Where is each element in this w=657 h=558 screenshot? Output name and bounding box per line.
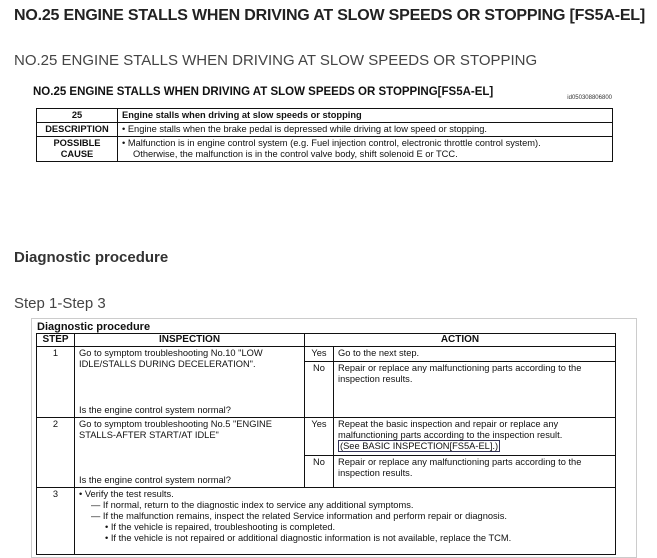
no-action: Repair or replace any malfunctioning parts according to the inspection results.: [334, 456, 616, 488]
step3-line: — If normal, return to the diagnostic index to service any additional symptoms.: [91, 500, 414, 510]
yes-label: Yes: [305, 347, 334, 362]
no-label: No: [305, 362, 334, 418]
table-header: [37, 334, 616, 347]
section-heading: Diagnostic procedure: [14, 249, 169, 266]
header-step: STEP: [37, 334, 75, 347]
inspection-text: Go to symptom troubleshooting No.5 "ENGINE STALLS-AFTER START/AT IDLE": [79, 419, 272, 440]
table-row: [37, 418, 616, 456]
symptom-number: 25: [37, 109, 118, 123]
table-row: [37, 347, 616, 362]
symptom-table: [36, 108, 613, 162]
no-action: Repair or replace any malfunctioning parts according to the inspection results.: [334, 362, 616, 418]
yes-action: Go to the next step.: [334, 347, 616, 362]
description: • Engine stalls when the brake pedal is depressed while driving at low speed or stopping.: [118, 123, 613, 137]
doc-id: id050308806800: [567, 95, 612, 101]
table-row: [37, 109, 613, 123]
inspection-question: Is the engine control system normal?: [79, 405, 231, 415]
page-subtitle: NO.25 ENGINE STALLS WHEN DRIVING AT SLOW SPEEDS OR STOPPING: [14, 52, 538, 69]
description-label: DESCRIPTION: [37, 123, 118, 137]
yes-action: [334, 418, 616, 456]
basic-inspection-link[interactable]: (See BASIC INSPECTION[FS5A-EL].): [340, 441, 499, 451]
header-inspection: INSPECTION: [75, 334, 305, 347]
symptom-name: Engine stalls when driving at slow speeds or stopping: [118, 109, 613, 123]
step3-line: • Verify the test results.: [79, 489, 174, 499]
procedure-heading: Diagnostic procedure: [37, 321, 151, 333]
step3-line: • If the vehicle is not repaired or additional diagnostic information is not available, replace the TCM.: [105, 533, 512, 543]
step3-line: • If the vehicle is repaired, troubleshooting is completed.: [105, 522, 336, 532]
step3-line: — If the malfunction remains, inspect the related Service information and perform repair or diagnosis.: [91, 511, 507, 521]
table-row: [37, 123, 613, 137]
cause-line: Otherwise, the malfunction is in the control valve body, shift solenoid E or TCC.: [133, 149, 458, 159]
step-number: 2: [37, 418, 75, 488]
inspection: [75, 418, 305, 488]
cause-label: POSSIBLE CAUSE: [37, 137, 118, 162]
yes-label: Yes: [305, 418, 334, 456]
no-label: No: [305, 456, 334, 488]
procedure-table: [36, 333, 616, 555]
header-action: ACTION: [305, 334, 616, 347]
cause-line: • Malfunction is in engine control system (e.g. Fuel injection control, electronic throttle control system).: [122, 138, 541, 148]
inspection-text: Go to symptom troubleshooting No.10 "LOW IDLE/STALLS DURING DECELERATION".: [79, 348, 263, 369]
step-range: Step 1-Step 3: [14, 295, 106, 312]
step3-content: [75, 488, 616, 555]
yes-action-text: Repeat the basic inspection and repair or replace any malfunctioning parts according to the inspection result.: [338, 419, 563, 440]
page-title: NO.25 ENGINE STALLS WHEN DRIVING AT SLOW SPEEDS OR STOPPING [FS5A-EL]: [14, 7, 645, 24]
symptom-image: [30, 84, 616, 170]
inspection-question: Is the engine control system normal?: [79, 475, 231, 485]
cause: [118, 137, 613, 162]
inspection: [75, 347, 305, 418]
procedure-image: [31, 318, 637, 558]
table-row: [37, 137, 613, 162]
step-number: 1: [37, 347, 75, 418]
table-row: [37, 488, 616, 555]
symptom-heading: NO.25 ENGINE STALLS WHEN DRIVING AT SLOW SPEEDS OR STOPPING[FS5A-EL]: [33, 86, 494, 98]
step-number: 3: [37, 488, 75, 555]
